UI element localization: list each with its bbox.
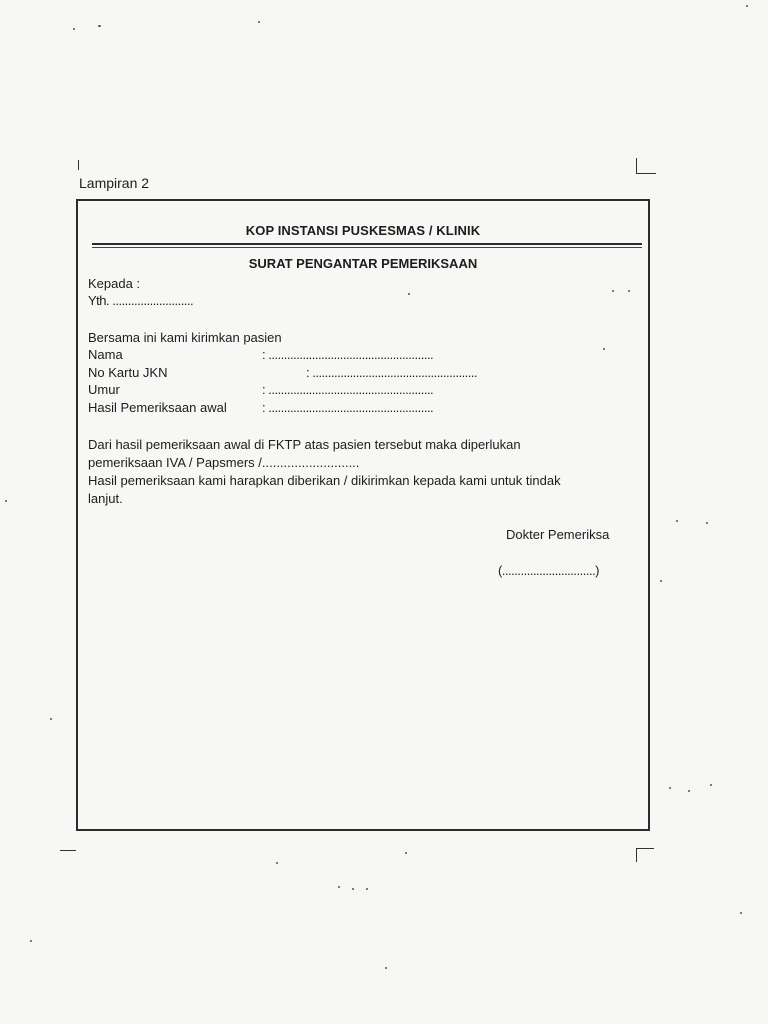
scan-speck bbox=[5, 500, 7, 502]
intro-text: Bersama ini kami kirimkan pasien bbox=[88, 330, 282, 345]
signature-title: Dokter Pemeriksa bbox=[506, 527, 610, 542]
field-blank-jkn: : ..................................................... bbox=[306, 365, 478, 380]
crop-mark bbox=[636, 158, 637, 174]
field-label-nama: Nama bbox=[88, 347, 123, 362]
scan-speck bbox=[746, 5, 748, 7]
body-line-3: Hasil pemeriksaan kami harapkan diberikan / dikirimkan kepada kami untuk tindak bbox=[88, 473, 561, 488]
field-label-umur: Umur bbox=[88, 382, 120, 397]
crop-mark bbox=[60, 850, 76, 851]
field-blank-umur: : ..................................................... bbox=[262, 382, 434, 397]
scan-speck bbox=[338, 886, 340, 888]
scan-speck bbox=[706, 522, 708, 524]
scan-speck bbox=[669, 787, 671, 789]
scan-speck bbox=[366, 888, 368, 890]
letterhead-rule-thin bbox=[92, 247, 642, 248]
field-label-hasil: Hasil Pemeriksaan awal bbox=[88, 400, 227, 415]
scan-speck bbox=[676, 520, 678, 522]
body-line-4: lanjut. bbox=[88, 491, 123, 506]
field-blank-nama: : ..................................................... bbox=[262, 347, 434, 362]
recipient-label: Kepada : bbox=[88, 276, 141, 291]
letterhead-title: KOP INSTANSI PUSKESMAS / KLINIK bbox=[245, 223, 481, 238]
scan-speck bbox=[30, 940, 32, 942]
body-line-2: pemeriksaan IVA / Papsmers /........................... bbox=[88, 455, 360, 470]
signature-blank: (..............................) bbox=[498, 563, 600, 578]
scan-speck bbox=[385, 967, 387, 969]
scan-speck bbox=[276, 862, 278, 864]
crop-mark bbox=[636, 848, 654, 849]
letterhead-rule bbox=[92, 243, 642, 245]
scan-speck bbox=[405, 852, 407, 854]
letter-title: SURAT PENGANTAR PEMERIKSAAN bbox=[248, 256, 478, 271]
recipient-honorific: Yth. .......................... bbox=[88, 293, 194, 308]
field-blank-hasil: : ..................................................... bbox=[262, 400, 434, 415]
scan-speck bbox=[660, 580, 662, 582]
scan-speck bbox=[740, 912, 742, 914]
body-line-1: Dari hasil pemeriksaan awal di FKTP atas pasien tersebut maka diperlukan bbox=[88, 437, 521, 452]
attachment-label: Lampiran 2 bbox=[79, 175, 150, 191]
letter-frame bbox=[76, 199, 650, 831]
scan-speck bbox=[98, 25, 101, 27]
scan-speck bbox=[688, 790, 690, 792]
crop-mark bbox=[636, 848, 637, 862]
scan-speck bbox=[352, 888, 354, 890]
crop-mark bbox=[636, 173, 656, 174]
scan-speck bbox=[73, 28, 75, 30]
scan-speck bbox=[50, 718, 52, 720]
scan-speck bbox=[258, 21, 260, 23]
scan-speck bbox=[710, 784, 712, 786]
field-label-jkn: No Kartu JKN bbox=[88, 365, 168, 380]
crop-mark bbox=[78, 160, 79, 170]
